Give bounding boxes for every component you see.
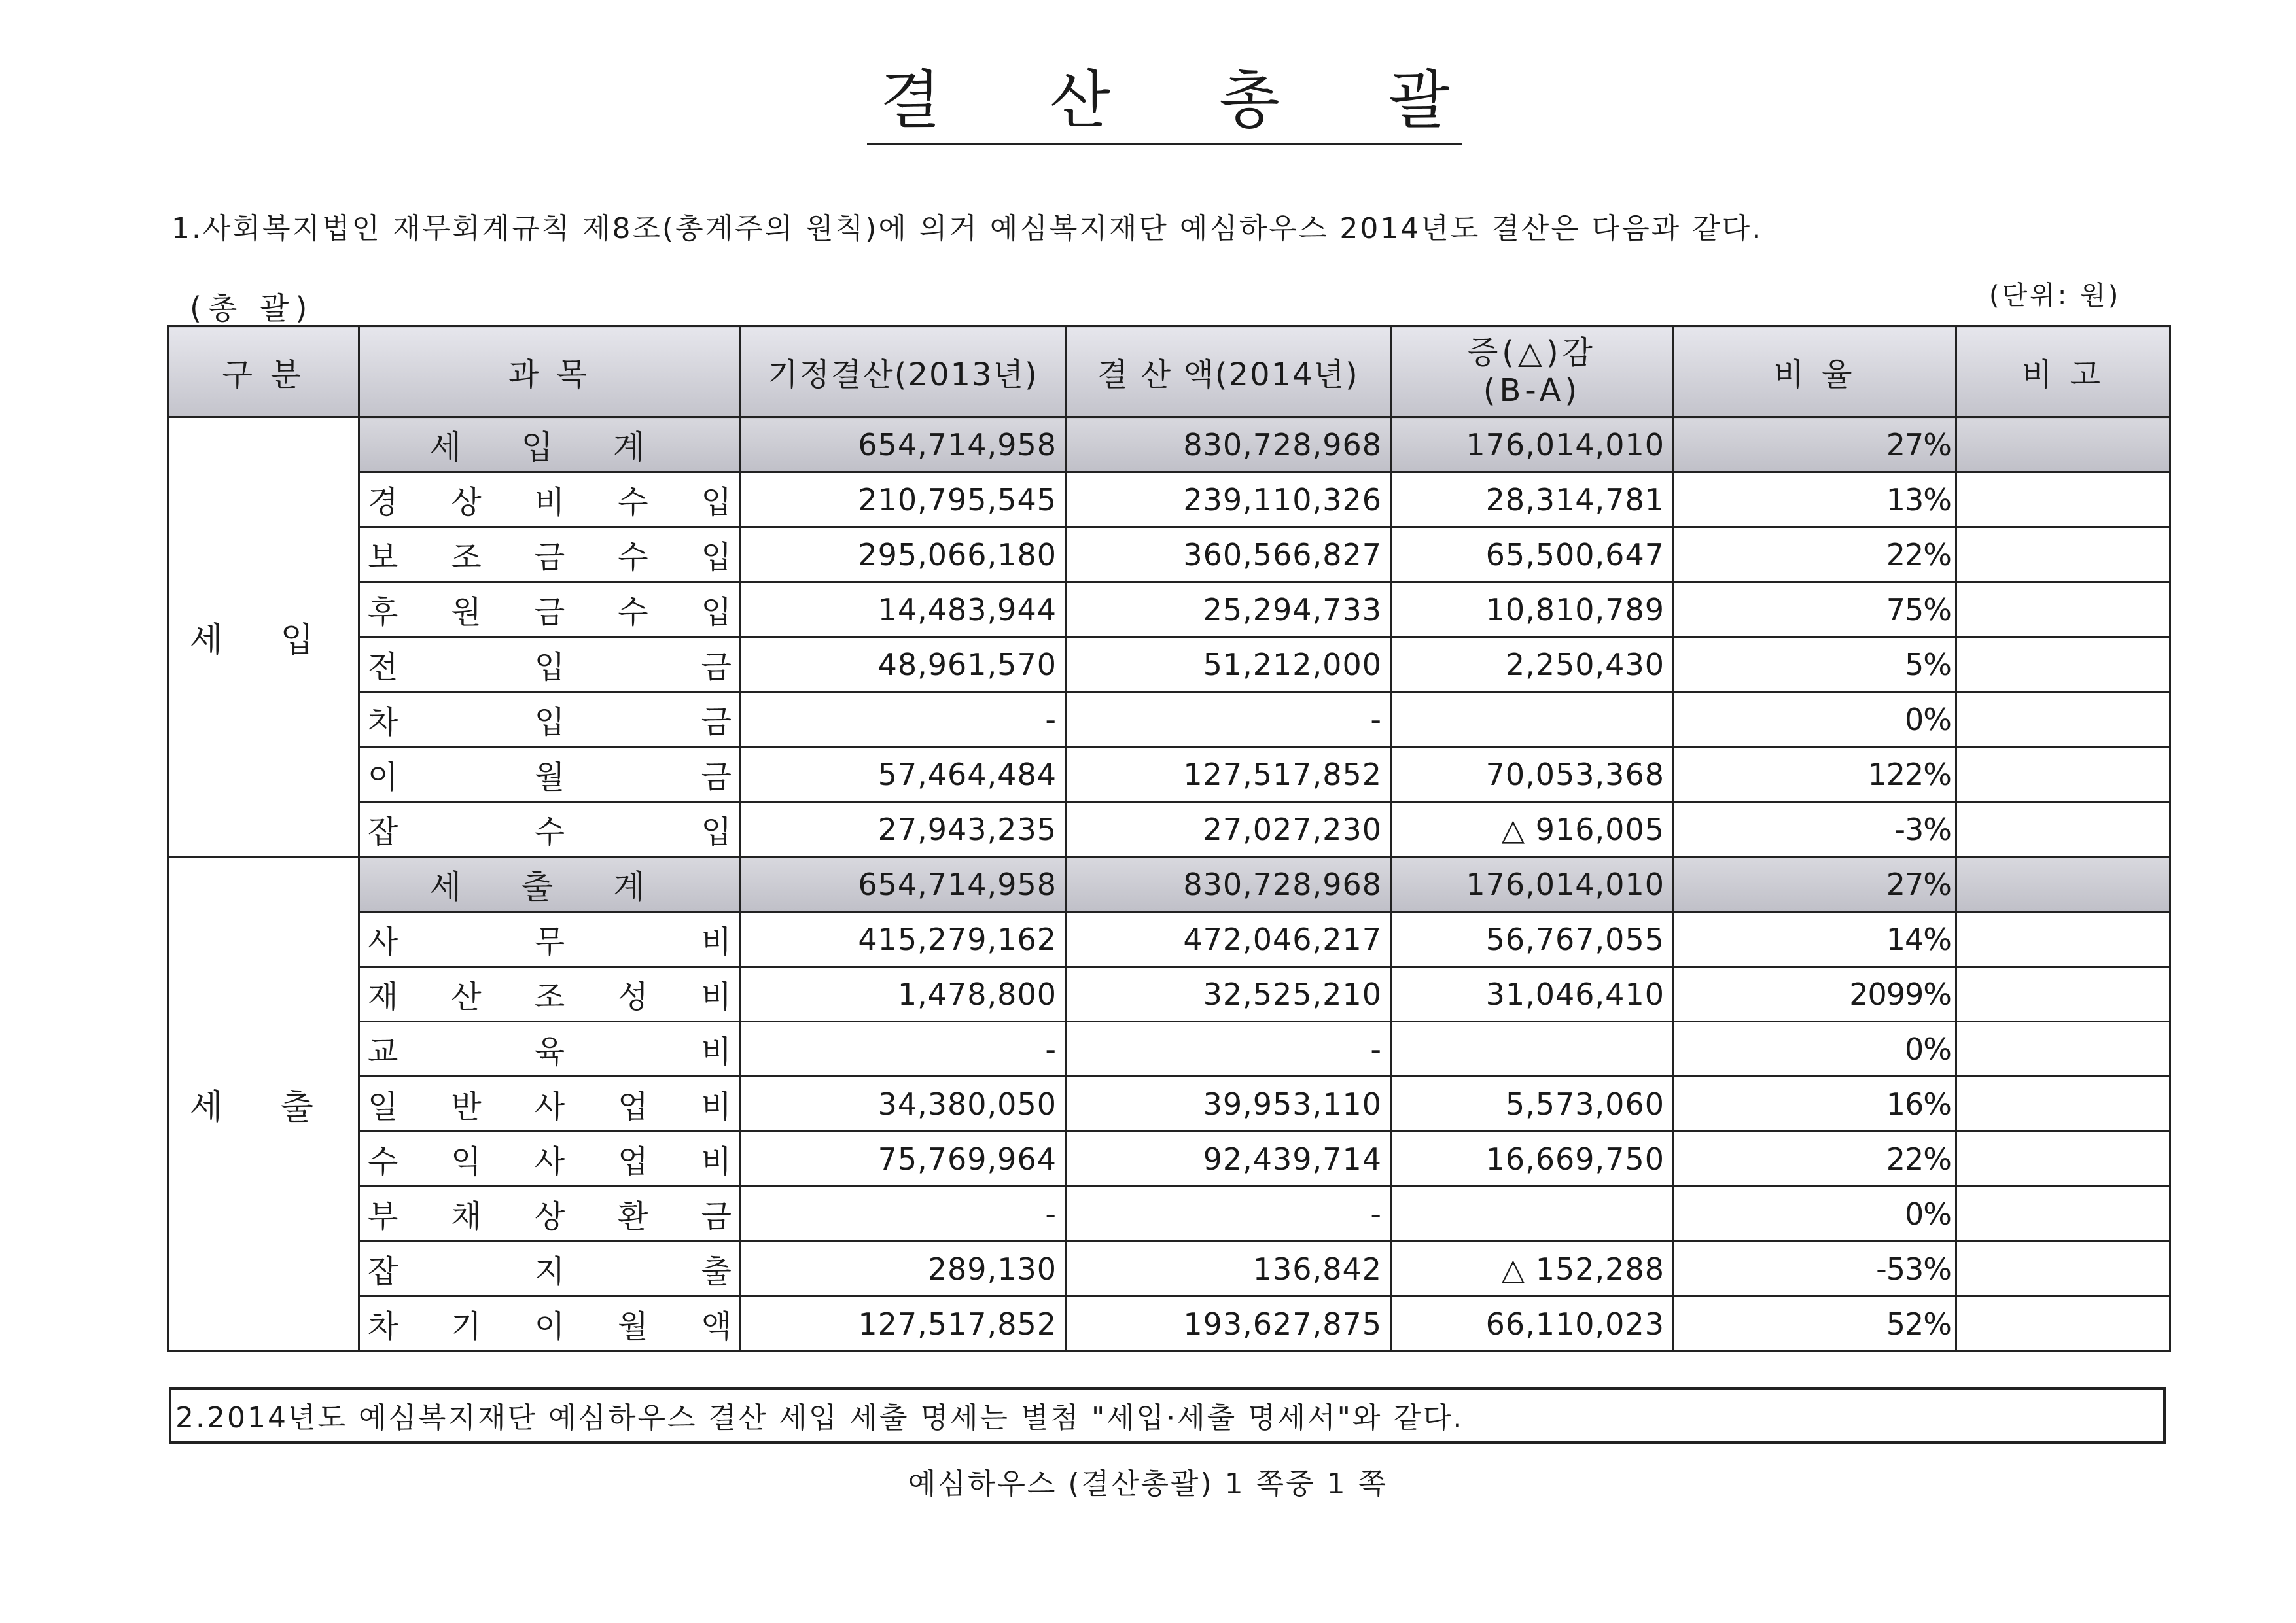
prev-value: -	[741, 1187, 1066, 1242]
remark-cell	[1956, 857, 2170, 912]
item-label-char: 경	[368, 484, 398, 521]
item-label-char: 사	[534, 1089, 565, 1125]
item-label-char: 금	[701, 759, 732, 795]
item-label-char: 금	[701, 1198, 732, 1235]
title-char: 결	[880, 63, 941, 137]
item-label-char: 차	[368, 1308, 398, 1345]
diff-value: 66,110,023	[1391, 1297, 1674, 1352]
item-label-char: 무	[534, 924, 565, 960]
ratio-value: 14%	[1674, 912, 1956, 967]
item-label-chars	[368, 1136, 732, 1181]
item-label-char: 익	[451, 1143, 482, 1180]
item-label-char: 환	[618, 1198, 648, 1235]
category-cell: 세 입	[168, 417, 359, 857]
remark-cell	[1956, 1022, 2170, 1077]
diff-value: △ 152,288	[1391, 1242, 1674, 1297]
diff-value: 65,500,647	[1391, 527, 1674, 582]
ratio-value: 13%	[1674, 472, 1956, 527]
item-label-chars	[368, 477, 732, 522]
item-label-char: 입	[534, 649, 565, 686]
total-label: 세 입 계	[359, 417, 741, 472]
diff-value	[1391, 692, 1674, 747]
diff-value: 16,669,750	[1391, 1132, 1674, 1187]
diff-value: 176,014,010	[1391, 417, 1674, 472]
income-section	[168, 417, 2170, 857]
total-row	[168, 417, 2170, 472]
item-label	[359, 1077, 741, 1132]
curr-value: 136,842	[1066, 1242, 1391, 1297]
table-row	[168, 912, 2170, 967]
diff-value	[1391, 1187, 1674, 1242]
item-label-chars	[368, 532, 732, 577]
ratio-value: 5%	[1674, 637, 1956, 692]
diff-value: 56,767,055	[1391, 912, 1674, 967]
curr-value: 239,110,326	[1066, 472, 1391, 527]
ratio-value: 122%	[1674, 747, 1956, 802]
curr-value: 830,728,968	[1066, 417, 1391, 472]
note-2: 2.2014년도 예심복지재단 예심하우스 결산 세입 세출 명세는 별첨 "세입·세출 명세서"와 같다.	[169, 1387, 2166, 1444]
item-label-char: 입	[701, 814, 732, 850]
table-row	[168, 527, 2170, 582]
item-label-char: 수	[618, 594, 648, 631]
item-label-char: 잡	[368, 1253, 398, 1290]
item-label-char: 교	[368, 1034, 398, 1070]
remark-cell	[1956, 1077, 2170, 1132]
item-label-chars	[368, 1246, 732, 1291]
prev-value: 1,478,800	[741, 967, 1066, 1022]
unit-label: (단위: 원)	[1989, 281, 2121, 311]
table-row	[168, 637, 2170, 692]
remark-cell	[1956, 417, 2170, 472]
item-label-char: 비	[701, 979, 732, 1015]
curr-value: 360,566,827	[1066, 527, 1391, 582]
ratio-value: 27%	[1674, 857, 1956, 912]
ratio-value: 2099%	[1674, 967, 1956, 1022]
ratio-value: 0%	[1674, 1022, 1956, 1077]
item-label-chars	[368, 1301, 732, 1346]
table-row	[168, 1022, 2170, 1077]
item-label-char: 비	[701, 1034, 732, 1070]
prev-value: 14,483,944	[741, 582, 1066, 637]
item-label-char: 업	[618, 1143, 648, 1180]
item-label-char: 채	[451, 1198, 482, 1235]
table-row	[168, 1297, 2170, 1352]
item-label-char: 출	[701, 1253, 732, 1290]
item-label-char: 반	[451, 1089, 482, 1125]
item-label-char: 수	[618, 539, 648, 576]
remark-cell	[1956, 1297, 2170, 1352]
item-label-char: 수	[368, 1143, 398, 1180]
curr-value: 92,439,714	[1066, 1132, 1391, 1187]
prev-value: 34,380,050	[741, 1077, 1066, 1132]
curr-value: 51,212,000	[1066, 637, 1391, 692]
title-char: 산	[1050, 63, 1110, 137]
item-label-char: 금	[534, 539, 565, 576]
item-label-char: 비	[701, 924, 732, 960]
item-label-char: 차	[368, 704, 398, 741]
diff-value: 176,014,010	[1391, 857, 1674, 912]
item-label-char: 상	[534, 1198, 565, 1235]
intro-text: 1.사회복지법인 재무회계규칙 제8조(총계주의 원칙)에 의거 예심복지재단 예심하우스 2014년도 결산은 다음과 같다.	[171, 212, 1763, 245]
item-label-char: 원	[451, 594, 482, 631]
page-title	[867, 64, 1462, 145]
ratio-value: 52%	[1674, 1297, 1956, 1352]
item-label-chars	[368, 807, 732, 852]
item-label-char: 비	[534, 484, 565, 521]
ratio-value: 0%	[1674, 1187, 1956, 1242]
section-label: (총 괄)	[190, 290, 314, 326]
prev-value: 75,769,964	[741, 1132, 1066, 1187]
item-label-char: 월	[618, 1308, 648, 1345]
item-label-char: 상	[451, 484, 482, 521]
item-label	[359, 802, 741, 857]
curr-value: -	[1066, 1187, 1391, 1242]
item-label-char: 수	[618, 484, 648, 521]
curr-value: 27,027,230	[1066, 802, 1391, 857]
ratio-value: 0%	[1674, 692, 1956, 747]
item-label-char: 금	[534, 594, 565, 631]
item-label-chars	[368, 1026, 732, 1072]
prev-value: 27,943,235	[741, 802, 1066, 857]
item-label-char: 업	[618, 1089, 648, 1125]
table-row	[168, 1187, 2170, 1242]
diff-value: 31,046,410	[1391, 967, 1674, 1022]
item-label-char: 월	[534, 759, 565, 795]
item-label-char: 부	[368, 1198, 398, 1235]
prev-value: 654,714,958	[741, 417, 1066, 472]
remark-cell	[1956, 1242, 2170, 1297]
item-label-char: 이	[534, 1308, 565, 1345]
prev-value: -	[741, 1022, 1066, 1077]
item-label-char: 금	[701, 649, 732, 686]
curr-value: 25,294,733	[1066, 582, 1391, 637]
table-row	[168, 802, 2170, 857]
item-label-char: 사	[534, 1143, 565, 1180]
remark-cell	[1956, 637, 2170, 692]
item-label-char: 조	[451, 539, 482, 576]
remark-cell	[1956, 527, 2170, 582]
remark-cell	[1956, 747, 2170, 802]
item-label-chars	[368, 697, 732, 742]
remark-cell	[1956, 967, 2170, 1022]
ratio-value: 27%	[1674, 417, 1956, 472]
curr-value: 193,627,875	[1066, 1297, 1391, 1352]
item-label-char: 비	[701, 1089, 732, 1125]
table-row	[168, 1242, 2170, 1297]
expense-section	[168, 857, 2170, 1352]
item-label	[359, 912, 741, 967]
header-diff	[1391, 326, 1674, 417]
page-footer: 예심하우스 (결산총괄) 1 쪽중 1 쪽	[908, 1467, 1388, 1501]
ratio-value: 75%	[1674, 582, 1956, 637]
curr-value: -	[1066, 1022, 1391, 1077]
diff-value: 28,314,781	[1391, 472, 1674, 527]
item-label	[359, 472, 741, 527]
table-row	[168, 967, 2170, 1022]
table-row	[168, 1077, 2170, 1132]
header-curr-year: 결 산 액(2014년)	[1066, 326, 1391, 417]
curr-value: 39,953,110	[1066, 1077, 1391, 1132]
item-label	[359, 1022, 741, 1077]
table-row	[168, 692, 2170, 747]
curr-value: 472,046,217	[1066, 912, 1391, 967]
diff-value: 5,573,060	[1391, 1077, 1674, 1132]
remark-cell	[1956, 912, 2170, 967]
curr-value: 32,525,210	[1066, 967, 1391, 1022]
item-label-char: 산	[451, 979, 482, 1015]
item-label	[359, 967, 741, 1022]
item-label	[359, 527, 741, 582]
total-row	[168, 857, 2170, 912]
item-label-char: 전	[368, 649, 398, 686]
item-label-chars	[368, 1191, 732, 1236]
curr-value: 127,517,852	[1066, 747, 1391, 802]
item-label-char: 사	[368, 924, 398, 960]
item-label	[359, 1187, 741, 1242]
header-prev-year: 기정결산(2013년)	[741, 326, 1066, 417]
item-label-char: 조	[534, 979, 565, 1015]
remark-cell	[1956, 1187, 2170, 1242]
item-label-char: 입	[701, 539, 732, 576]
header-diff-line2: (B-A)	[1483, 372, 1581, 409]
item-label-chars	[368, 916, 732, 962]
prev-value: 654,714,958	[741, 857, 1066, 912]
total-label: 세 출 계	[359, 857, 741, 912]
summary-table	[167, 325, 2171, 1352]
remark-cell	[1956, 692, 2170, 747]
item-label	[359, 747, 741, 802]
item-label-char: 재	[368, 979, 398, 1015]
prev-value: 57,464,484	[741, 747, 1066, 802]
prev-value: -	[741, 692, 1066, 747]
diff-value	[1391, 1022, 1674, 1077]
ratio-value: 22%	[1674, 1132, 1956, 1187]
table-row	[168, 582, 2170, 637]
prev-value: 289,130	[741, 1242, 1066, 1297]
item-label	[359, 582, 741, 637]
ratio-value: -53%	[1674, 1242, 1956, 1297]
item-label-char: 성	[618, 979, 648, 1015]
remark-cell	[1956, 472, 2170, 527]
item-label-chars	[368, 971, 732, 1017]
item-label-char: 금	[701, 704, 732, 741]
header-remark: 비 고	[1956, 326, 2170, 417]
header-diff-line1: 증(△)감	[1467, 334, 1597, 371]
table-row	[168, 1132, 2170, 1187]
item-label	[359, 1242, 741, 1297]
item-label-chars	[368, 1081, 732, 1126]
table-row	[168, 472, 2170, 527]
header-ratio: 비 율	[1674, 326, 1956, 417]
remark-cell	[1956, 1132, 2170, 1187]
prev-value: 127,517,852	[741, 1297, 1066, 1352]
item-label-chars	[368, 642, 732, 687]
item-label-char: 일	[368, 1089, 398, 1125]
item-label-char: 비	[701, 1143, 732, 1180]
remark-cell	[1956, 582, 2170, 637]
item-label-char: 수	[534, 814, 565, 850]
item-label	[359, 692, 741, 747]
title-char: 총	[1219, 63, 1280, 137]
ratio-value: -3%	[1674, 802, 1956, 857]
item-label	[359, 1297, 741, 1352]
header-division: 구 분	[168, 326, 359, 417]
item-label-char: 지	[534, 1253, 565, 1290]
item-label-char: 보	[368, 539, 398, 576]
prev-value: 210,795,545	[741, 472, 1066, 527]
item-label-char: 잡	[368, 814, 398, 850]
title-char: 괄	[1388, 63, 1449, 137]
item-label-char: 육	[534, 1034, 565, 1070]
item-label	[359, 637, 741, 692]
item-label-chars	[368, 587, 732, 632]
header-row	[168, 326, 2170, 417]
category-cell: 세 출	[168, 857, 359, 1352]
prev-value: 48,961,570	[741, 637, 1066, 692]
prev-value: 295,066,180	[741, 527, 1066, 582]
item-label-char: 입	[701, 594, 732, 631]
item-label-char: 기	[451, 1308, 482, 1345]
item-label-char: 후	[368, 594, 398, 631]
ratio-value: 22%	[1674, 527, 1956, 582]
diff-value: 10,810,789	[1391, 582, 1674, 637]
item-label-chars	[368, 752, 732, 797]
item-label-char: 입	[534, 704, 565, 741]
item-label	[359, 1132, 741, 1187]
header-subject: 과 목	[359, 326, 741, 417]
remark-cell	[1956, 802, 2170, 857]
curr-value: 830,728,968	[1066, 857, 1391, 912]
diff-value: 2,250,430	[1391, 637, 1674, 692]
item-label-char: 이	[368, 759, 398, 795]
table-row	[168, 747, 2170, 802]
prev-value: 415,279,162	[741, 912, 1066, 967]
diff-value: 70,053,368	[1391, 747, 1674, 802]
curr-value: -	[1066, 692, 1391, 747]
item-label-char: 액	[701, 1308, 732, 1345]
ratio-value: 16%	[1674, 1077, 1956, 1132]
item-label-char: 입	[701, 484, 732, 521]
diff-value: △ 916,005	[1391, 802, 1674, 857]
